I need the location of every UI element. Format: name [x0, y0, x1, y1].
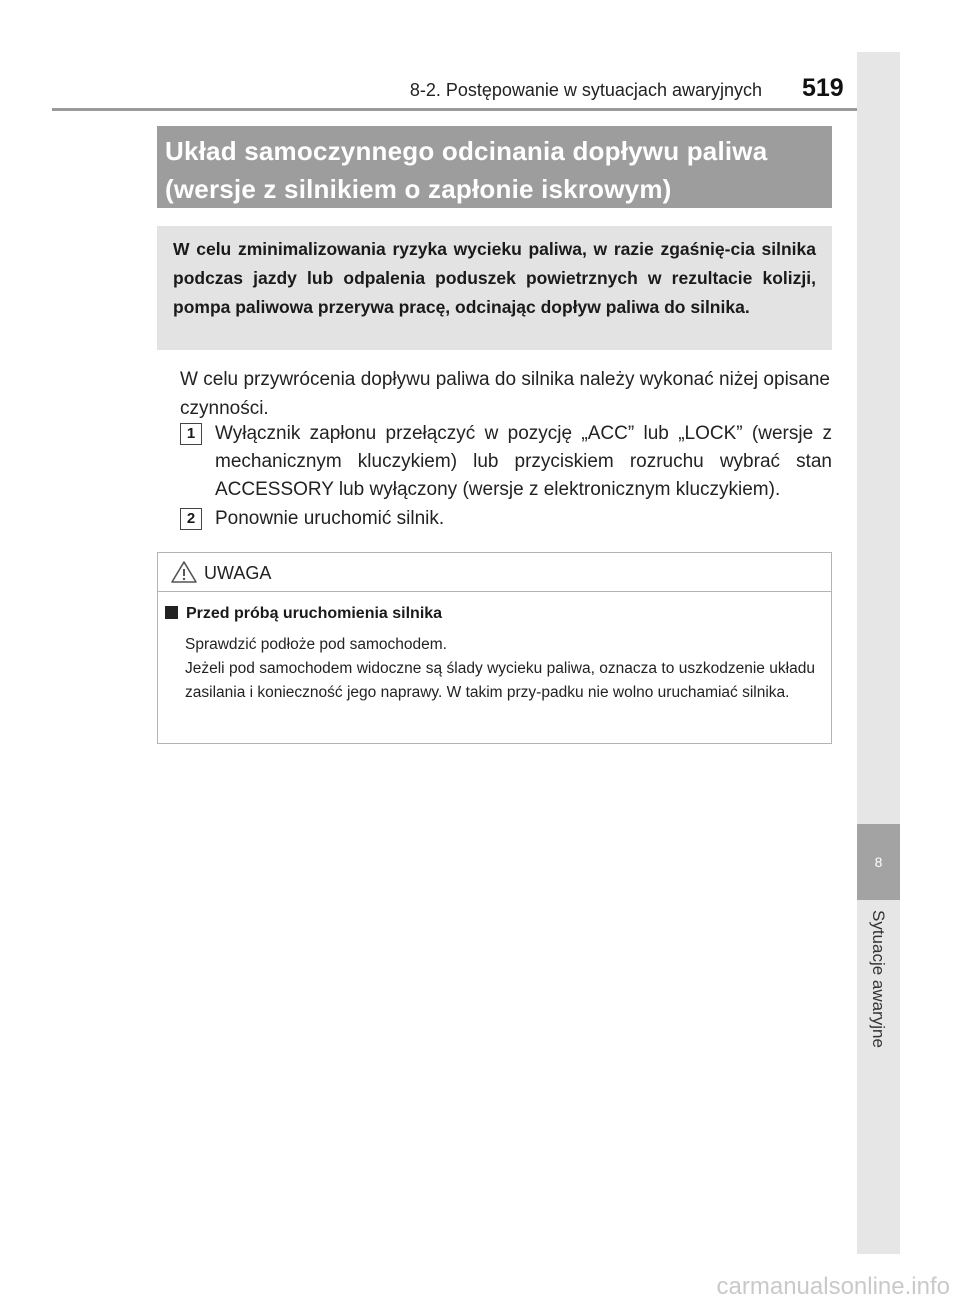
intro-text: W celu zminimalizowania ryzyka wycieku paliwa, w razie zgaśnię-cia silnika podczas jazdy lub odpalenia poduszek powietrznych w rezultacie kolizji, pompa paliwowa przerywa pracę, odcinając dopływ paliwa do silnika. — [173, 239, 816, 317]
warning-title: UWAGA — [204, 563, 272, 583]
step-1 — [180, 420, 832, 504]
step-text: Ponownie uruchomić silnik. — [215, 508, 445, 529]
square-bullet-icon — [165, 606, 178, 619]
warning-line-1: Sprawdzić podłoże pod samochodem. — [185, 636, 447, 653]
warning-body — [185, 633, 815, 705]
chapter-label: Sytuacje awaryjne — [869, 910, 888, 1048]
warning-box — [157, 552, 832, 744]
step-number: 1 — [180, 423, 202, 445]
step-number: 2 — [180, 508, 202, 530]
section-header: 8-2. Postępowanie w sytuacjach awaryjnych — [409, 80, 762, 100]
step-2 — [180, 505, 832, 533]
section-title-line-2: (wersje z silnikiem o zapłonie iskrowym) — [165, 174, 672, 204]
header-divider — [52, 108, 857, 111]
watermark: carmanualsonline.info — [716, 1273, 950, 1300]
warning-header — [158, 553, 831, 592]
warning-line-2: Jeżeli pod samochodem widoczne są ślady wycieku paliwa, oznacza to uszkodzenie układu zasilania i konieczność jego naprawy. W takim przy-padku nie wolno uruchamiać silnika. — [185, 660, 815, 701]
chapter-tab: 8 — [857, 824, 900, 900]
warning-subheading-text: Przed próbą uruchomienia silnika — [186, 605, 443, 622]
warning-subheading — [165, 605, 442, 623]
body-paragraph: W celu przywrócenia dopływu paliwa do silnika należy wykonać niżej opisane czynności. — [180, 369, 830, 419]
page-number: 519 — [802, 74, 844, 102]
warning-triangle-icon — [170, 560, 198, 589]
section-title-line-1: Układ samoczynnego odcinania dopływu paliwa — [165, 136, 768, 166]
step-text: Wyłącznik zapłonu przełączyć w pozycję „ACC” lub „LOCK” (wersje z mechanicznym kluczykiem) lub przyciskiem rozruchu wybrać stan ACCESSORY lub wyłączony (wersje z elektronicznym kluczykiem). — [215, 423, 832, 500]
section-title — [157, 126, 832, 208]
intro-box — [157, 226, 832, 350]
